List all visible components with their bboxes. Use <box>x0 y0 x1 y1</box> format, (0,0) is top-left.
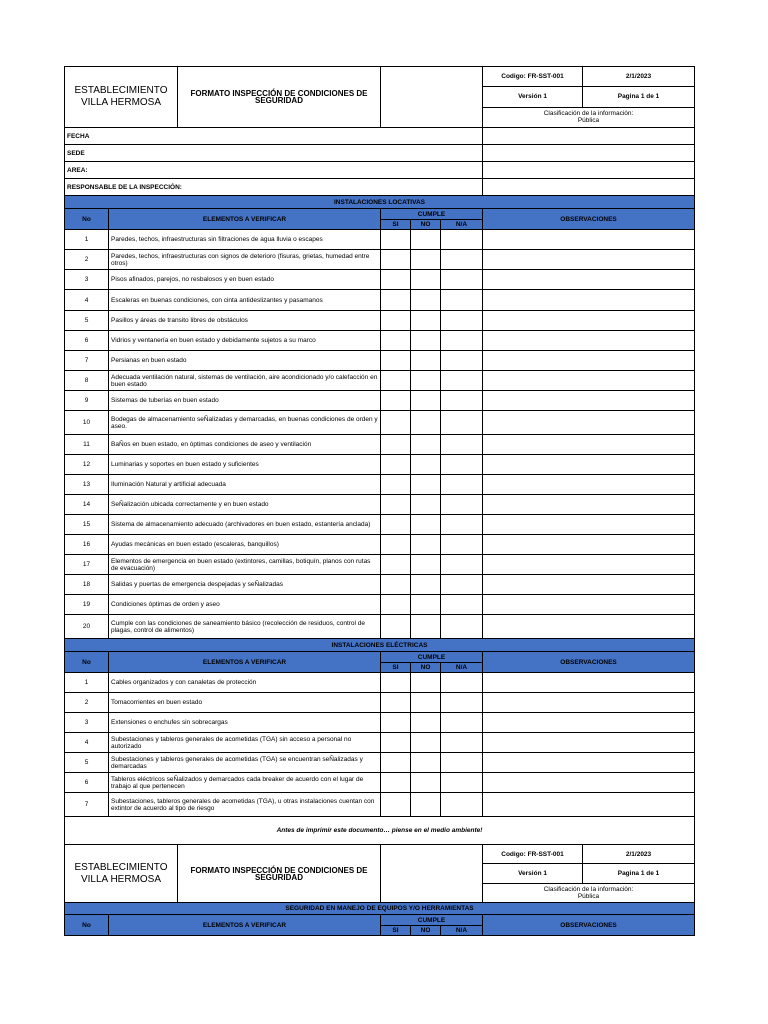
field-label: RESPONSABLE DE LA INSPECCIÓN: <box>65 179 483 196</box>
observation-cell[interactable] <box>483 391 695 411</box>
col-elements: ELEMENTOS A VERIFICAR <box>109 915 381 936</box>
check-no[interactable] <box>411 575 441 595</box>
environment-note: Antes de imprimir este documento… piense en el medio ambiente! <box>65 817 695 845</box>
check-si[interactable] <box>381 753 411 773</box>
checklist-row <box>65 475 695 495</box>
check-no[interactable] <box>411 331 441 351</box>
checklist-row <box>65 230 695 250</box>
check-no[interactable] <box>411 495 441 515</box>
item-text: Sistema de almacenamiento adecuado (archivadores en buen estado, estantería anclada) <box>109 515 381 535</box>
check-no[interactable] <box>411 435 441 455</box>
checklist-row <box>65 693 695 713</box>
check-na[interactable] <box>441 515 483 535</box>
check-si[interactable] <box>381 713 411 733</box>
field-value[interactable] <box>483 128 695 145</box>
check-si[interactable] <box>381 311 411 331</box>
checklist-row <box>65 495 695 515</box>
item-text: Subestaciones y tableros generales de acometidas (TGA) se encuentran seÑalizadas y demarcadas <box>109 753 381 773</box>
check-na[interactable] <box>441 733 483 753</box>
item-number: 5 <box>65 753 109 773</box>
observation-cell[interactable] <box>483 555 695 575</box>
check-na[interactable] <box>441 230 483 250</box>
checklist-row <box>65 575 695 595</box>
item-number: 15 <box>65 515 109 535</box>
item-text: Tableros eléctricos seÑalizados y demarcados cada breaker de acuerdo con el lugar de trabajo al que pertenecen <box>109 773 381 793</box>
field-value[interactable] <box>483 179 695 196</box>
form-body <box>65 67 695 936</box>
observation-cell[interactable] <box>483 455 695 475</box>
item-text: Subestaciones, tableros generales de acometidas (TGA), u otras instalaciones cuentan con extintor de acuerdo al tipo de riesgo <box>109 793 381 817</box>
observation-cell[interactable] <box>483 595 695 615</box>
check-na[interactable] <box>441 595 483 615</box>
observation-cell[interactable] <box>483 475 695 495</box>
observation-cell[interactable] <box>483 773 695 793</box>
observation-cell[interactable] <box>483 535 695 555</box>
checklist-row <box>65 773 695 793</box>
checklist-row <box>65 371 695 391</box>
checklist-row <box>65 673 695 693</box>
doc-date-repeat: 2/1/2023 <box>583 845 695 864</box>
observation-cell[interactable] <box>483 793 695 817</box>
classification-value: Pública <box>577 117 600 125</box>
item-number: 2 <box>65 693 109 713</box>
observation-cell[interactable] <box>483 615 695 639</box>
footer-note-row <box>65 817 695 845</box>
check-si[interactable] <box>381 495 411 515</box>
item-text: Cables organizados y con canaletas de protección <box>109 673 381 693</box>
field-row <box>65 145 695 162</box>
doc-code-repeat: Codigo: FR-SST-001 <box>483 845 583 864</box>
item-number: 17 <box>65 555 109 575</box>
section-title: SEGURIDAD EN MANEJO DE EQUIPOS Y/O HERRAMIENTAS <box>65 903 695 915</box>
check-no[interactable] <box>411 411 441 435</box>
check-na[interactable] <box>441 673 483 693</box>
item-text: Adecuada ventilación natural, sistemas de ventilación, aire acondicionado y/o calefacción en buen estado <box>109 371 381 391</box>
check-no[interactable] <box>411 371 441 391</box>
header-brand-title-cell <box>65 67 381 128</box>
col-elements: ELEMENTOS A VERIFICAR <box>109 209 381 230</box>
doc-page: Pagina 1 de 1 <box>583 87 695 107</box>
inspection-form <box>64 66 695 936</box>
check-na[interactable] <box>441 495 483 515</box>
item-number: 9 <box>65 391 109 411</box>
col-no-option: NO <box>411 220 441 230</box>
item-number: 19 <box>65 595 109 615</box>
classification-value-repeat: Pública <box>577 892 600 900</box>
section-title-row <box>65 903 695 915</box>
checklist-row <box>65 713 695 733</box>
checklist-row <box>65 455 695 475</box>
checklist-row <box>65 411 695 435</box>
observation-cell[interactable] <box>483 250 695 270</box>
item-text: Escaleras en buenas condiciones, con cinta antideslizantes y pasamanos <box>109 290 381 311</box>
check-si[interactable] <box>381 351 411 371</box>
establishment-name-repeat <box>65 845 178 902</box>
col-si: SI <box>381 926 411 936</box>
check-na[interactable] <box>441 615 483 639</box>
section-title-row <box>65 639 695 652</box>
item-text: Persianas en buen estado <box>109 351 381 371</box>
check-no[interactable] <box>411 311 441 331</box>
check-no[interactable] <box>411 250 441 270</box>
check-si[interactable] <box>381 693 411 713</box>
check-na[interactable] <box>441 535 483 555</box>
item-text: Extensiones o enchufes sin sobrecargas <box>109 713 381 733</box>
item-text: Elementos de emergencia en buen estado (extintores, camillas, botiquín, planos con rutas de evacuación) <box>109 555 381 575</box>
col-si: SI <box>381 663 411 673</box>
section-title: INSTALACIONES ELÉCTRICAS <box>65 639 695 652</box>
column-header-row <box>65 652 695 663</box>
checklist-row <box>65 270 695 290</box>
checklist-row <box>65 515 695 535</box>
col-na: N/A <box>441 220 483 230</box>
item-number: 11 <box>65 435 109 455</box>
check-na[interactable] <box>441 555 483 575</box>
classification-label: Clasificación de la información: <box>543 110 634 118</box>
check-si[interactable] <box>381 555 411 575</box>
column-header-row <box>65 209 695 220</box>
item-text: Vidrios y ventanería en buen estado y debidamente sujetos a su marco <box>109 331 381 351</box>
check-si[interactable] <box>381 595 411 615</box>
observation-cell[interactable] <box>483 733 695 753</box>
check-na[interactable] <box>441 435 483 455</box>
col-na: N/A <box>441 663 483 673</box>
check-si[interactable] <box>381 515 411 535</box>
check-no[interactable] <box>411 713 441 733</box>
item-number: 1 <box>65 230 109 250</box>
item-number: 18 <box>65 575 109 595</box>
check-si[interactable] <box>381 435 411 455</box>
observation-cell[interactable] <box>483 435 695 455</box>
check-na[interactable] <box>441 793 483 817</box>
check-no[interactable] <box>411 693 441 713</box>
item-number: 10 <box>65 411 109 435</box>
item-text: Sistemas de tuberías en buen estado <box>109 391 381 411</box>
check-si[interactable] <box>381 673 411 693</box>
check-na[interactable] <box>441 290 483 311</box>
item-number: 3 <box>65 270 109 290</box>
item-number: 2 <box>65 250 109 270</box>
check-si[interactable] <box>381 331 411 351</box>
check-no[interactable] <box>411 535 441 555</box>
header-repeat-spacer <box>381 845 483 903</box>
doc-classification <box>483 107 695 127</box>
item-number: 4 <box>65 733 109 753</box>
check-na[interactable] <box>441 391 483 411</box>
checklist-row <box>65 555 695 575</box>
check-no[interactable] <box>411 733 441 753</box>
check-no[interactable] <box>411 673 441 693</box>
field-value[interactable] <box>483 162 695 179</box>
check-si[interactable] <box>381 535 411 555</box>
item-number: 13 <box>65 475 109 495</box>
col-cumple: CUMPLE <box>381 652 483 663</box>
observation-cell[interactable] <box>483 371 695 391</box>
check-no[interactable] <box>411 290 441 311</box>
col-no: No <box>65 209 109 230</box>
col-no: No <box>65 652 109 673</box>
check-no[interactable] <box>411 793 441 817</box>
check-si[interactable] <box>381 250 411 270</box>
doc-date: 2/1/2023 <box>583 67 695 87</box>
observation-cell[interactable] <box>483 693 695 713</box>
checklist-row <box>65 535 695 555</box>
check-na[interactable] <box>441 753 483 773</box>
check-no[interactable] <box>411 351 441 371</box>
check-no[interactable] <box>411 455 441 475</box>
item-text: Condiciones óptimas de orden y aseo <box>109 595 381 615</box>
check-na[interactable] <box>441 455 483 475</box>
establishment-name <box>65 67 178 127</box>
check-na[interactable] <box>441 773 483 793</box>
doc-code: Codigo: FR-SST-001 <box>483 67 583 87</box>
col-si: SI <box>381 220 411 230</box>
observation-cell[interactable] <box>483 753 695 773</box>
item-text: BaÑos en buen estado, en óptimas condiciones de aseo y ventilación <box>109 435 381 455</box>
check-na[interactable] <box>441 331 483 351</box>
checklist-row <box>65 331 695 351</box>
field-label: SEDE <box>65 145 483 162</box>
check-si[interactable] <box>381 270 411 290</box>
field-row <box>65 128 695 145</box>
item-number: 6 <box>65 331 109 351</box>
header-spacer <box>381 67 483 128</box>
check-si[interactable] <box>381 575 411 595</box>
observation-cell[interactable] <box>483 270 695 290</box>
check-na[interactable] <box>441 693 483 713</box>
establishment-line1: ESTABLECIMIENTO <box>74 85 168 96</box>
observation-cell[interactable] <box>483 411 695 435</box>
checklist-row <box>65 311 695 331</box>
item-text: SeÑalización ubicada correctamente y en buen estado <box>109 495 381 515</box>
check-na[interactable] <box>441 411 483 435</box>
check-si[interactable] <box>381 475 411 495</box>
check-si[interactable] <box>381 290 411 311</box>
check-si[interactable] <box>381 371 411 391</box>
check-si[interactable] <box>381 615 411 639</box>
item-text: Pasillos y áreas de transito libres de obstáculos <box>109 311 381 331</box>
establishment-line2: VILLA HERMOSA <box>80 97 162 108</box>
check-si[interactable] <box>381 411 411 435</box>
col-no: No <box>65 915 109 936</box>
doc-classification-repeat <box>483 883 695 902</box>
checklist-row <box>65 290 695 311</box>
observation-cell[interactable] <box>483 575 695 595</box>
check-no[interactable] <box>411 270 441 290</box>
item-text: Cumple con las condiciones de saneamiento básico (recolección de residuos, control de plagas, control de alimentos) <box>109 615 381 639</box>
checklist-row <box>65 391 695 411</box>
check-si[interactable] <box>381 391 411 411</box>
item-number: 6 <box>65 773 109 793</box>
classification-label-repeat: Clasificación de la información: <box>543 885 634 893</box>
col-no-option: NO <box>411 663 441 673</box>
observation-cell[interactable] <box>483 495 695 515</box>
col-no-option: NO <box>411 926 441 936</box>
item-number: 7 <box>65 351 109 371</box>
establishment-line1-repeat: ESTABLECIMIENTO <box>74 861 168 873</box>
section-title: INSTALACIONES LOCATIVAS <box>65 196 695 209</box>
observation-cell[interactable] <box>483 290 695 311</box>
observation-cell[interactable] <box>483 351 695 371</box>
check-na[interactable] <box>441 250 483 270</box>
item-number: 14 <box>65 495 109 515</box>
checklist-row <box>65 793 695 817</box>
column-header-row <box>65 915 695 926</box>
header-repeat-brand-title <box>65 845 381 903</box>
field-row <box>65 179 695 196</box>
item-text: Iluminación Natural y artificial adecuada <box>109 475 381 495</box>
col-cumple: CUMPLE <box>381 915 483 926</box>
observation-cell[interactable] <box>483 311 695 331</box>
field-label: AREA: <box>65 162 483 179</box>
checklist-row <box>65 733 695 753</box>
form-title: FORMATO INSPECCIÓN DE CONDICIONES DE SEGURIDAD <box>190 89 368 105</box>
doc-version-repeat: Versión 1 <box>483 864 583 883</box>
item-text: Paredes, techos, infraestructuras con signos de deterioro (fisuras, grietas, humedad entre otros) <box>109 250 381 270</box>
check-na[interactable] <box>441 351 483 371</box>
checklist-row <box>65 351 695 371</box>
doc-page-repeat: Pagina 1 de 1 <box>583 864 695 883</box>
item-text: Ayudas mecánicas en buen estado (escaleras, banquillos) <box>109 535 381 555</box>
checklist-row <box>65 250 695 270</box>
field-row <box>65 162 695 179</box>
item-text: Salidas y puertas de emergencia despejadas y seÑalizadas <box>109 575 381 595</box>
header-repeat-row <box>65 845 695 864</box>
check-no[interactable] <box>411 773 441 793</box>
check-no[interactable] <box>411 555 441 575</box>
checklist-row <box>65 595 695 615</box>
check-no[interactable] <box>411 615 441 639</box>
section-title-row <box>65 196 695 209</box>
field-label: FECHA <box>65 128 483 145</box>
checklist-row <box>65 435 695 455</box>
check-si[interactable] <box>381 773 411 793</box>
col-na: N/A <box>441 926 483 936</box>
item-number: 7 <box>65 793 109 817</box>
item-number: 8 <box>65 371 109 391</box>
item-number: 1 <box>65 673 109 693</box>
check-no[interactable] <box>411 230 441 250</box>
check-na[interactable] <box>441 270 483 290</box>
item-text: Pisos afinados, parejos, no resbalosos y en buen estado <box>109 270 381 290</box>
item-text: Tomacorrientes en buen estado <box>109 693 381 713</box>
observation-cell[interactable] <box>483 515 695 535</box>
item-number: 5 <box>65 311 109 331</box>
check-no[interactable] <box>411 391 441 411</box>
check-si[interactable] <box>381 793 411 817</box>
check-na[interactable] <box>441 475 483 495</box>
observation-cell[interactable] <box>483 331 695 351</box>
doc-version: Versión 1 <box>483 87 583 107</box>
field-value[interactable] <box>483 145 695 162</box>
item-text: Paredes, techos, infraestructuras sin filtraciones de agua lluvia o escapes <box>109 230 381 250</box>
observation-cell[interactable] <box>483 230 695 250</box>
col-observations: OBSERVACIONES <box>483 652 695 673</box>
check-si[interactable] <box>381 733 411 753</box>
check-si[interactable] <box>381 230 411 250</box>
col-elements: ELEMENTOS A VERIFICAR <box>109 652 381 673</box>
check-na[interactable] <box>441 575 483 595</box>
item-text: Luminarias y soportes en buen estado y suficientes <box>109 455 381 475</box>
item-text: Subestaciones y tableros generales de acometidas (TGA) sin acceso a personal no autorizado <box>109 733 381 753</box>
check-na[interactable] <box>441 713 483 733</box>
col-observations: OBSERVACIONES <box>483 209 695 230</box>
item-number: 20 <box>65 615 109 639</box>
item-text: Bodegas de almacenamiento seÑalizadas y demarcadas, en buenas condiciones de orden y aseo. <box>109 411 381 435</box>
check-no[interactable] <box>411 475 441 495</box>
check-no[interactable] <box>411 753 441 773</box>
establishment-line2-repeat: VILLA HERMOSA <box>80 873 162 885</box>
col-cumple: CUMPLE <box>381 209 483 220</box>
check-no[interactable] <box>411 595 441 615</box>
check-na[interactable] <box>441 371 483 391</box>
item-number: 12 <box>65 455 109 475</box>
item-number: 3 <box>65 713 109 733</box>
observation-cell[interactable] <box>483 713 695 733</box>
check-si[interactable] <box>381 455 411 475</box>
col-observations: OBSERVACIONES <box>483 915 695 936</box>
checklist-row <box>65 615 695 639</box>
observation-cell[interactable] <box>483 673 695 693</box>
check-na[interactable] <box>441 311 483 331</box>
checklist-row <box>65 753 695 773</box>
check-no[interactable] <box>411 515 441 535</box>
item-number: 4 <box>65 290 109 311</box>
form-title-repeat: FORMATO INSPECCIÓN DE CONDICIONES DE SEGURIDAD <box>190 865 368 882</box>
item-number: 16 <box>65 535 109 555</box>
